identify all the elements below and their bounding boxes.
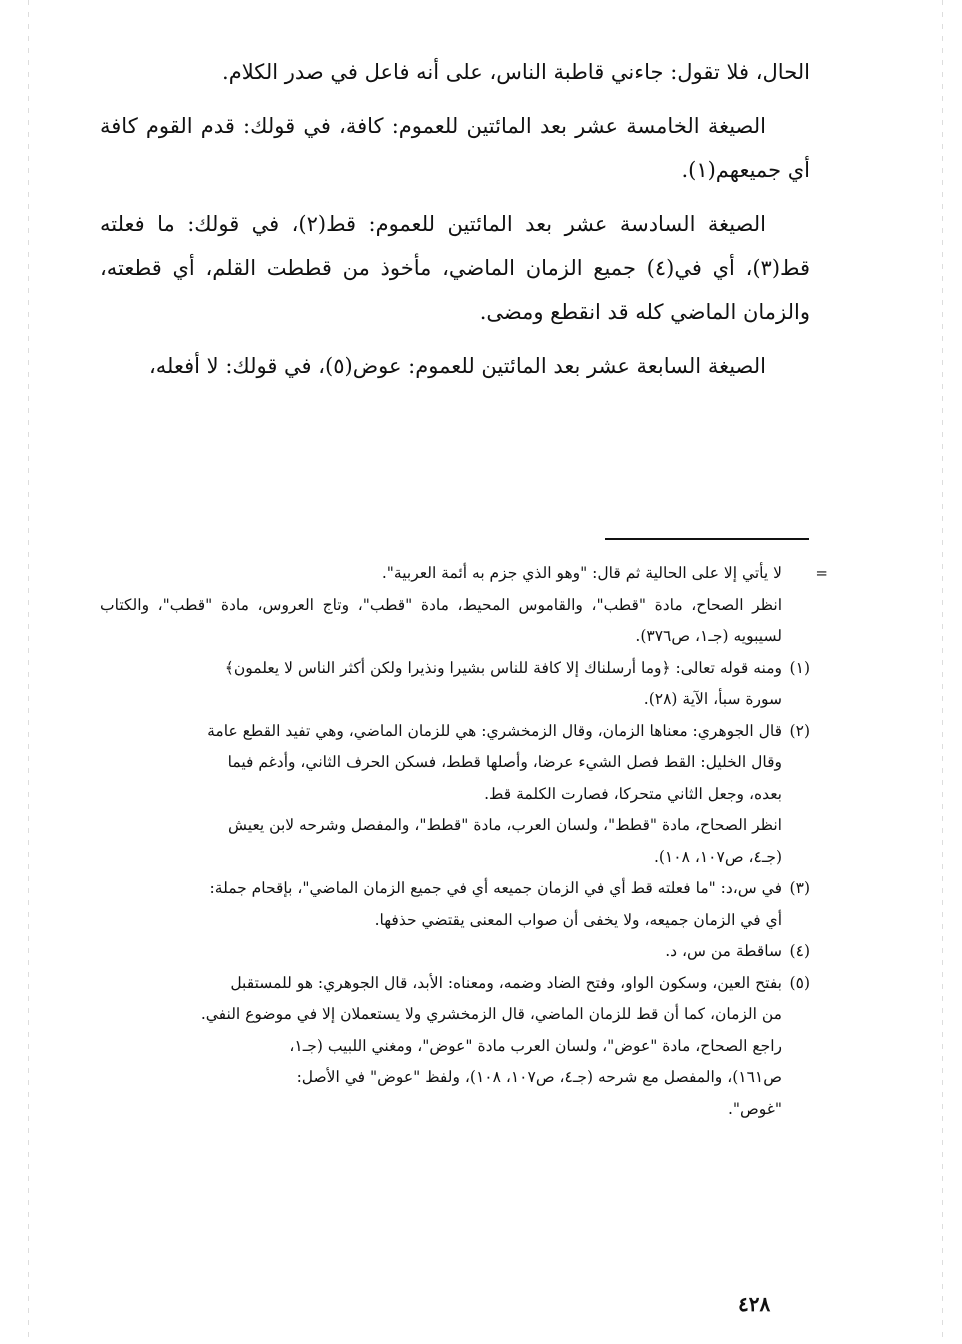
footnote-line: ص١٦١)، والمفصل مع شرحه (جـ٤، ص١٠٧، ١٠٨)، ولفظ "عوض" في الأصل: xyxy=(296,1068,782,1086)
footnote-line: انظر الصحاح، مادة "قطط"، ولسان العرب، مادة "قطط"، والمفصل وشرحه لابن يعيش xyxy=(228,816,782,834)
footnote-number: (١) xyxy=(789,658,810,677)
footnote-number: (٣) xyxy=(789,879,810,897)
footnote-line: قال الجوهري: معناها الزمان، وقال الزمخشري: هي للزمان الماضي، وهي تفيد القطع عامة xyxy=(207,721,782,740)
right-margin-dots xyxy=(942,0,943,1344)
paragraph: الحال، فلا تقول: جاءني قاطبة الناس، على أنه فاعل في صدر الكلام. xyxy=(222,60,810,84)
footnote-number: (٢) xyxy=(789,721,810,740)
footnote-line: وقال الخليل: القط فصل الشيء عرضا، وأصلها قطط، فسكن الحرف الثاني، وأدغم فيما xyxy=(227,753,782,771)
footnote-line: انظر الصحاح، مادة "قطب"، والقاموس المحيط، مادة "قطب"، وتاج العروس، مادة "قطب"، والكتاب لسيبويه (جـ١، ص٣٧٦). xyxy=(100,595,782,645)
footnote-line: بعده، وجعل الثاني متحركا، فصارت الكلمة قط. xyxy=(484,784,782,803)
main-text xyxy=(100,50,810,398)
paragraph: الصيغة الخامسة عشر بعد المائتين للعموم: كافة، في قولك: قدم القوم كافة أي جميعهم(١). xyxy=(100,114,810,182)
footnote-line: من الزمان، كما أن قط للزمان الماضي، قال الزمخشري ولا يستعملان إلا في موضوع النفي. xyxy=(200,1005,782,1023)
footnote-number: (٤) xyxy=(789,942,810,960)
footnote-line: أي في الزمان جميعه، ولا يخفى أن صواب المعنى يقتضي حذفها. xyxy=(374,910,782,929)
footnote-line: سورة سبأ، الآية (٢٨). xyxy=(643,690,782,708)
footnote-separator xyxy=(605,538,809,540)
footnote-continued xyxy=(100,558,810,653)
footnote-line: ساقطة من س، د. xyxy=(665,942,782,960)
footnote-continuation-mark: = xyxy=(815,564,828,582)
footnote-line: (جـ٤، ص١٠٧، ١٠٨). xyxy=(653,847,782,866)
footnote-line: لا يأتي إلا على الحالية ثم قال: "وهو الذي جزم به أئمة العربية". xyxy=(381,564,782,582)
footnote-4 xyxy=(100,936,810,968)
footnote-3 xyxy=(100,873,810,936)
footnote-line: راجع الصحاح، مادة "عوض"، ولسان العرب مادة "عوض"، ومغني اللبيب (جـ١، xyxy=(289,1036,782,1055)
footnote-2 xyxy=(100,716,810,874)
left-margin-dots xyxy=(28,0,29,1344)
footnote-line: "غوص". xyxy=(727,1099,782,1118)
paragraph: الصيغة السادسة عشر بعد المائتين للعموم: قط(٢)، في قولك: ما فعلته قط(٣)، أي في(٤) جميع الزمان الماضي، مأخوذ من قططت القلم، أي قطعته، والزمان الماضي كله قد انقطع ومضى. xyxy=(100,212,810,324)
footnote-line: في س،د: "ما فعلته قط أي في الزمان جميعه أي في جميع الزمان الماضي"، بإقحام جملة: xyxy=(209,879,782,897)
footnote-line: بفتح العين، وسكون الواو، وفتح الضاد وضمه، ومعناه: الأبد، قال الجوهري: هو للمستقبل xyxy=(230,973,782,992)
footnote-5 xyxy=(100,968,810,1126)
footnotes xyxy=(100,558,810,1125)
footnote-line: ومنه قوله تعالى: ﴿وما أرسلناك إلا كافة للناس بشيرا ونذيرا ولكن أكثر الناس لا يعلمون﴾ xyxy=(224,658,782,677)
footnote-1 xyxy=(100,653,810,716)
paragraph: الصيغة السابعة عشر بعد المائتين للعموم: عوض(٥)، في قولك: لا أفعله، xyxy=(149,354,766,378)
page-number: ٤٢٨ xyxy=(738,1292,771,1316)
footnote-number: (٥) xyxy=(789,973,810,992)
